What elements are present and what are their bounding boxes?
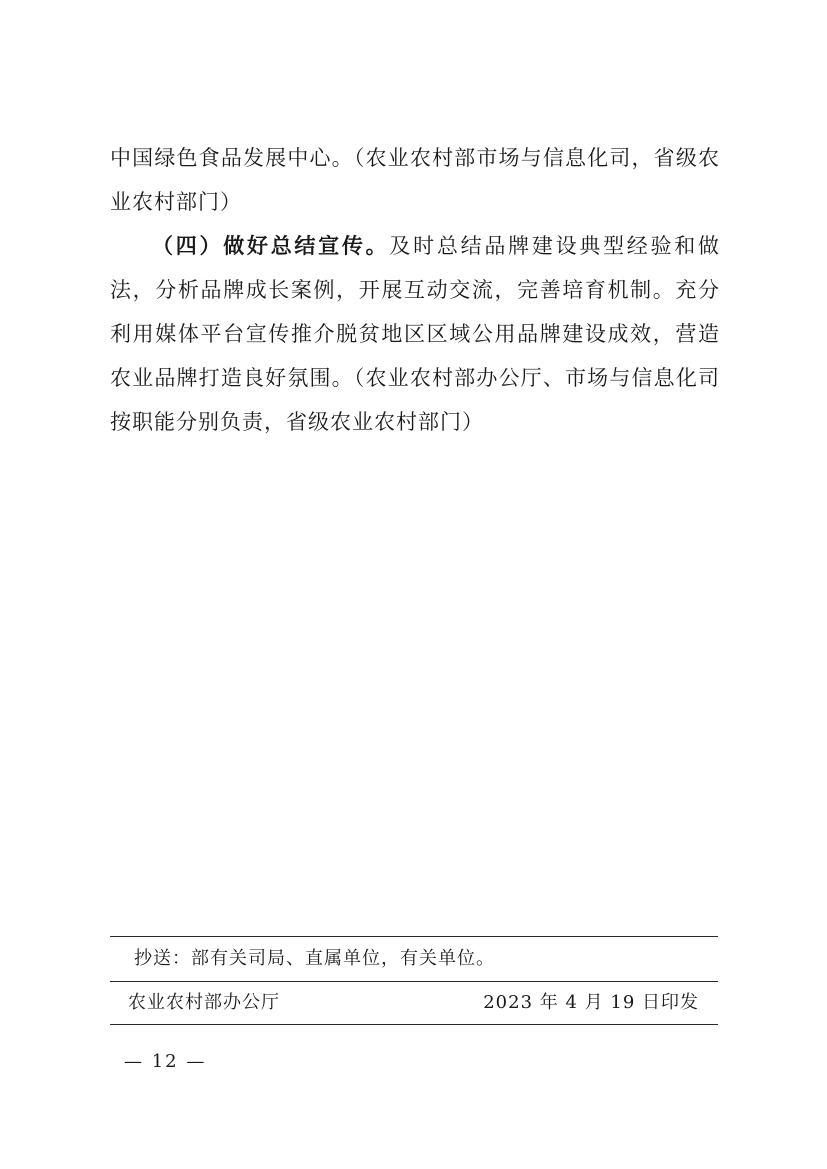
divider-bottom xyxy=(110,1024,718,1025)
document-body xyxy=(110,136,720,444)
section-heading: （四）做好总结宣传。 xyxy=(152,234,390,258)
paragraph-summary-publicity xyxy=(110,224,720,444)
page-number: — 12 — xyxy=(124,1051,207,1072)
cc-recipients: 抄送：部有关司局、直属单位，有关单位。 xyxy=(134,948,495,969)
divider-middle xyxy=(110,981,718,982)
issuing-office: 农业农村部办公厅 xyxy=(128,992,280,1013)
paragraph-continuation: 中国绿色食品发展中心。（农业农村部市场与信息化司，省级农业农村部门） xyxy=(110,146,720,214)
paragraph-text: 及时总结品牌建设典型经验和做法，分析品牌成长案例，开展互动交流，完善培育机制。充分利用媒体平台宣传推介脱贫地区区域公用品牌建设成效，营造农业品牌打造良好氛围。（农业农村部办公厅、市场与信息化司按职能分别负责，省级农业农村部门） xyxy=(110,234,720,434)
issue-date: 2023 年 4 月 19 日印发 xyxy=(483,992,699,1013)
divider-top xyxy=(110,936,718,937)
